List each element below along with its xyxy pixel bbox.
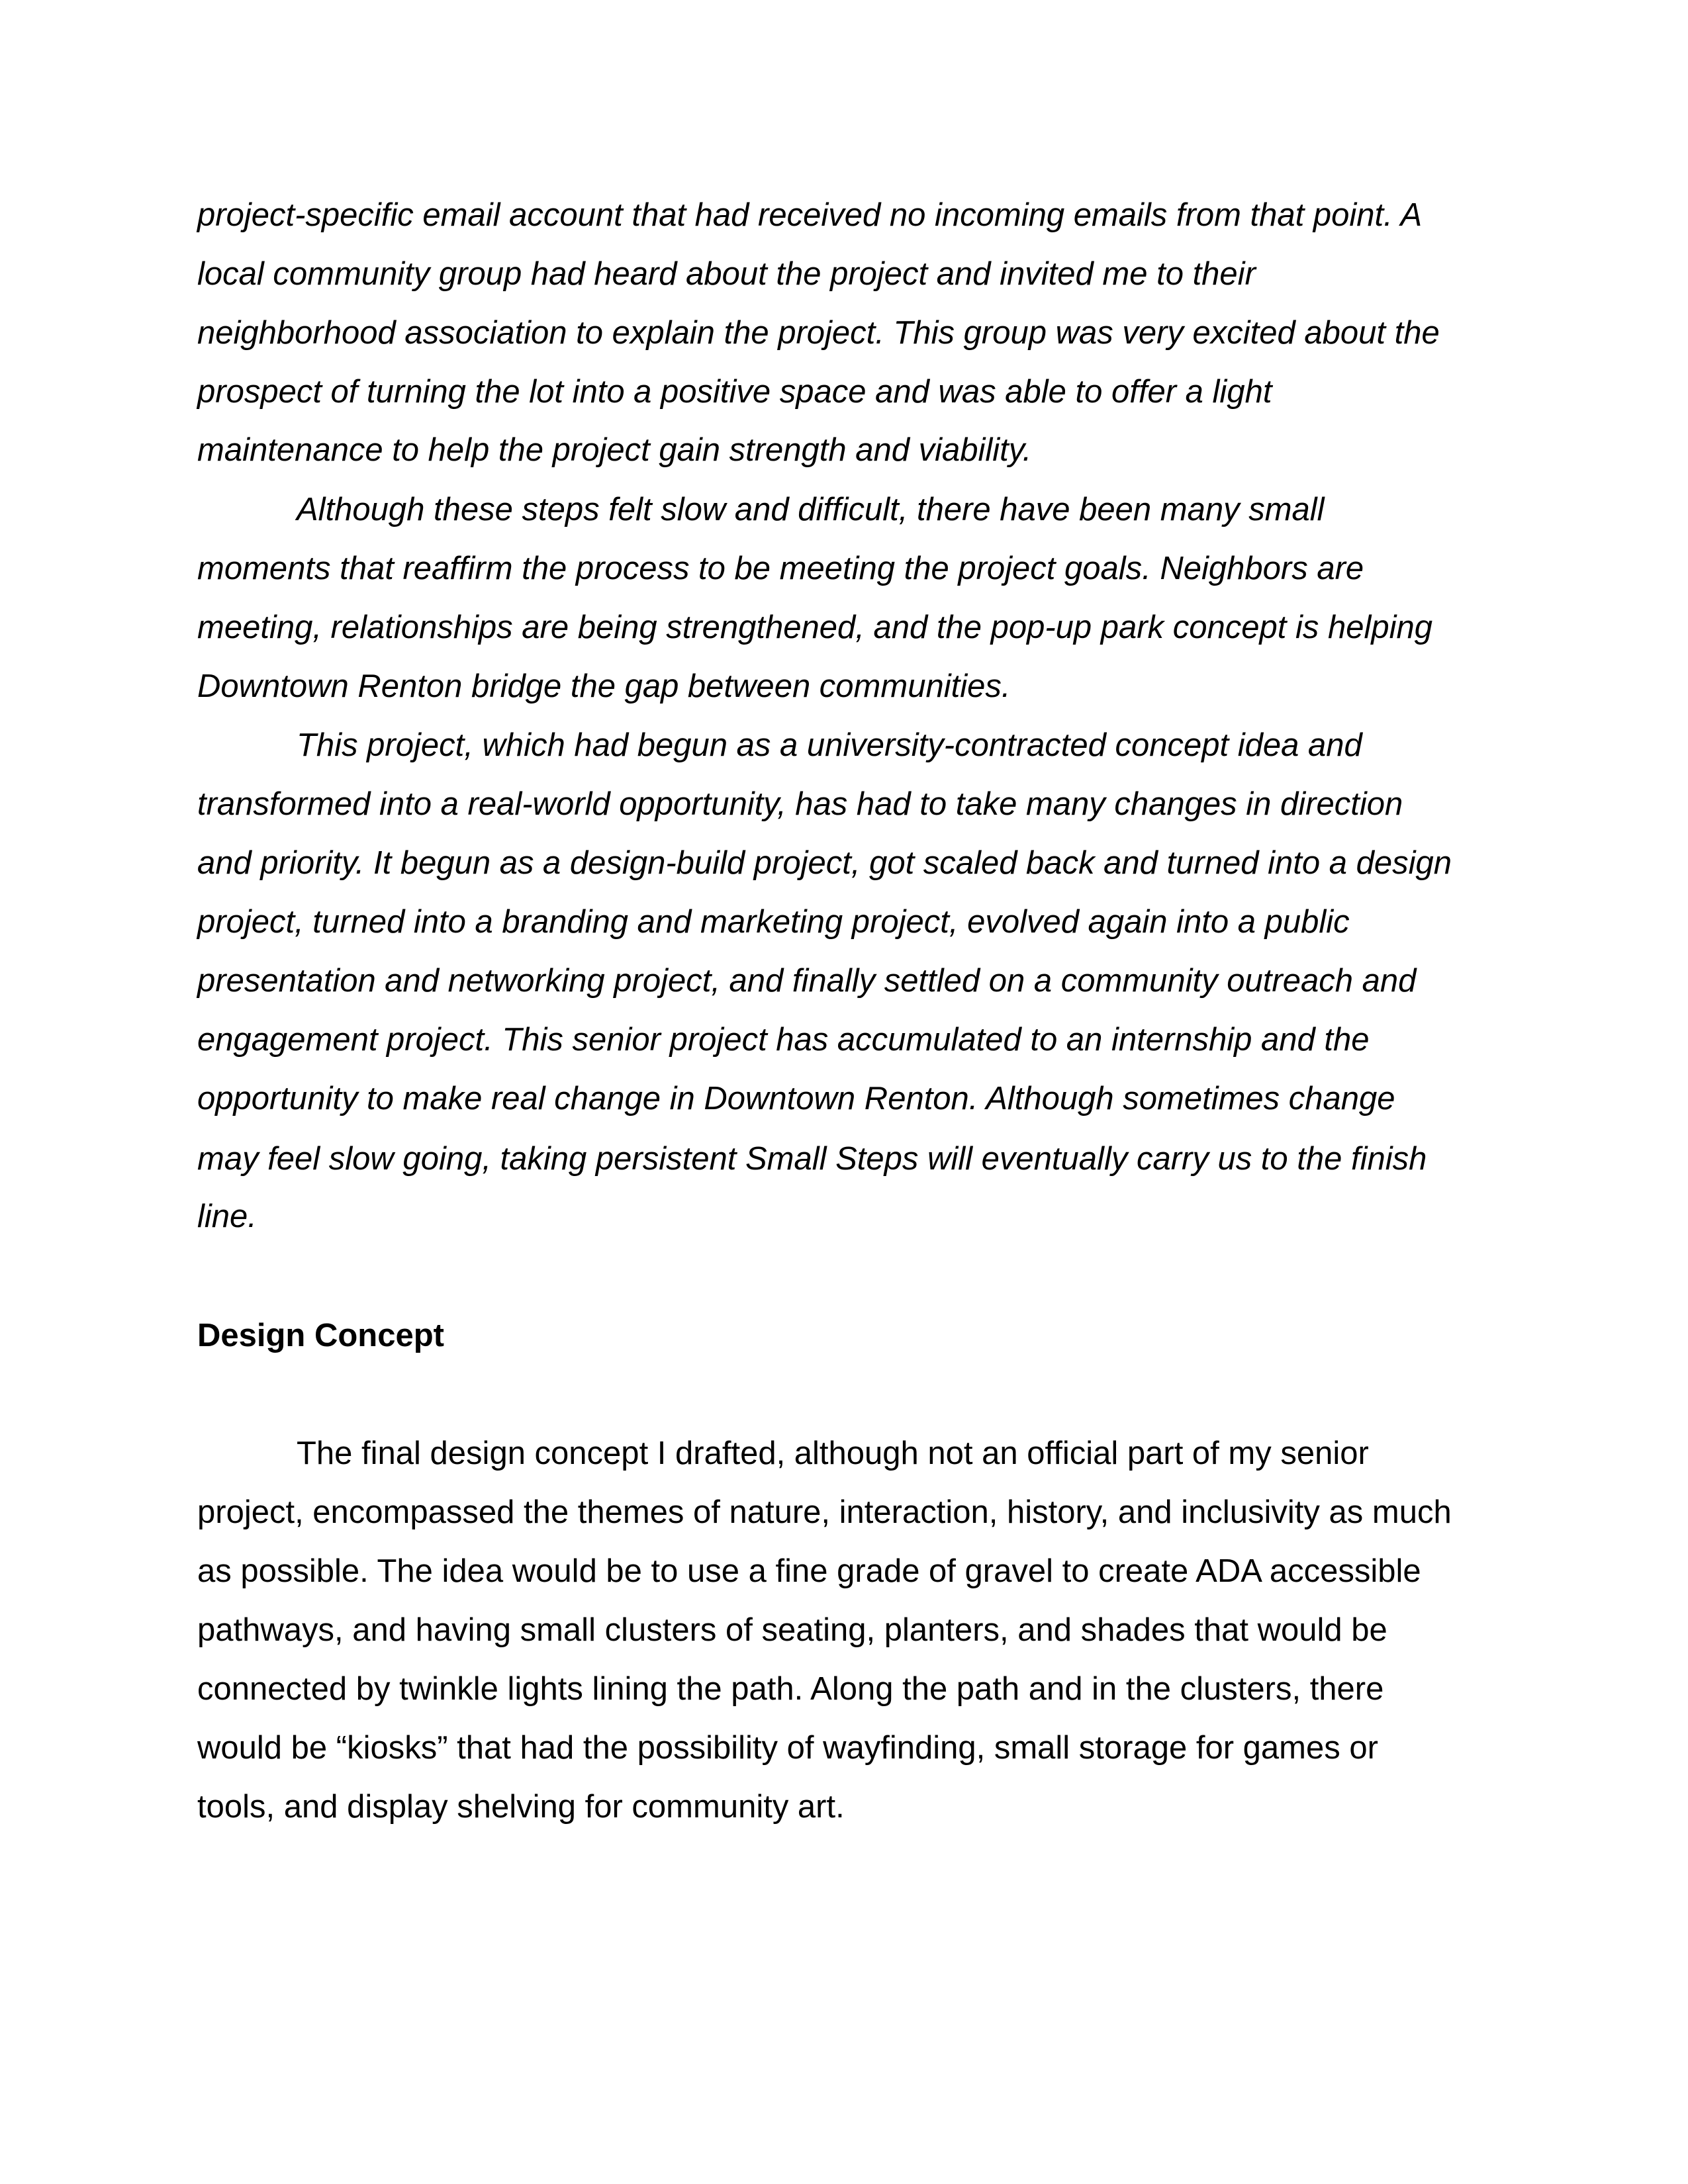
text-line: project-specific email account that had received no incoming emails from that point. A bbox=[197, 197, 1423, 233]
text-line: moments that reaffirm the process to be meeting the project goals. Neighbors are bbox=[197, 551, 1364, 586]
text-line: Downtown Renton bridge the gap between communities. bbox=[197, 668, 1011, 704]
text-line: prospect of turning the lot into a positive space and was able to offer a light bbox=[197, 374, 1272, 410]
text-line: may feel slow going, taking persistent Small Steps will eventually carry us to the finish bbox=[197, 1141, 1427, 1177]
text-line: This project, which had begun as a university-contracted concept idea and bbox=[297, 727, 1362, 763]
text-line: presentation and networking project, and finally settled on a community outreach and bbox=[197, 963, 1417, 999]
section-heading: Design Concept bbox=[197, 1318, 444, 1353]
text-line: tools, and display shelving for community art. bbox=[197, 1789, 845, 1825]
text-line: pathways, and having small clusters of seating, planters, and shades that would be bbox=[197, 1612, 1387, 1648]
text-line: project, encompassed the themes of nature, interaction, history, and inclusivity as much bbox=[197, 1494, 1452, 1530]
text-line: would be “kiosks” that had the possibility of wayfinding, small storage for games or bbox=[197, 1730, 1378, 1766]
text-line: connected by twinkle lights lining the path. Along the path and in the clusters, there bbox=[197, 1671, 1384, 1707]
text-line: maintenance to help the project gain strength and viability. bbox=[197, 432, 1032, 468]
text-line: Although these steps felt slow and difficult, there have been many small bbox=[297, 492, 1325, 527]
text-line: The final design concept I drafted, although not an official part of my senior bbox=[297, 1435, 1369, 1471]
text-line: meeting, relationships are being strengthened, and the pop-up park concept is helping bbox=[197, 610, 1432, 645]
text-line: opportunity to make real change in Downtown Renton. Although sometimes change bbox=[197, 1081, 1395, 1116]
text-line: transformed into a real-world opportunity, has had to take many changes in direction bbox=[197, 786, 1403, 822]
text-line: as possible. The idea would be to use a fine grade of gravel to create ADA accessible bbox=[197, 1553, 1421, 1589]
text-line: line. bbox=[197, 1199, 257, 1234]
text-line: neighborhood association to explain the project. This group was very excited about the bbox=[197, 315, 1440, 351]
text-line: engagement project. This senior project has accumulated to an internship and the bbox=[197, 1022, 1370, 1058]
text-line: local community group had heard about the project and invited me to their bbox=[197, 256, 1256, 292]
text-line: and priority. It begun as a design-build project, got scaled back and turned into a design bbox=[197, 845, 1452, 881]
text-line: project, turned into a branding and marketing project, evolved again into a public bbox=[197, 904, 1350, 940]
